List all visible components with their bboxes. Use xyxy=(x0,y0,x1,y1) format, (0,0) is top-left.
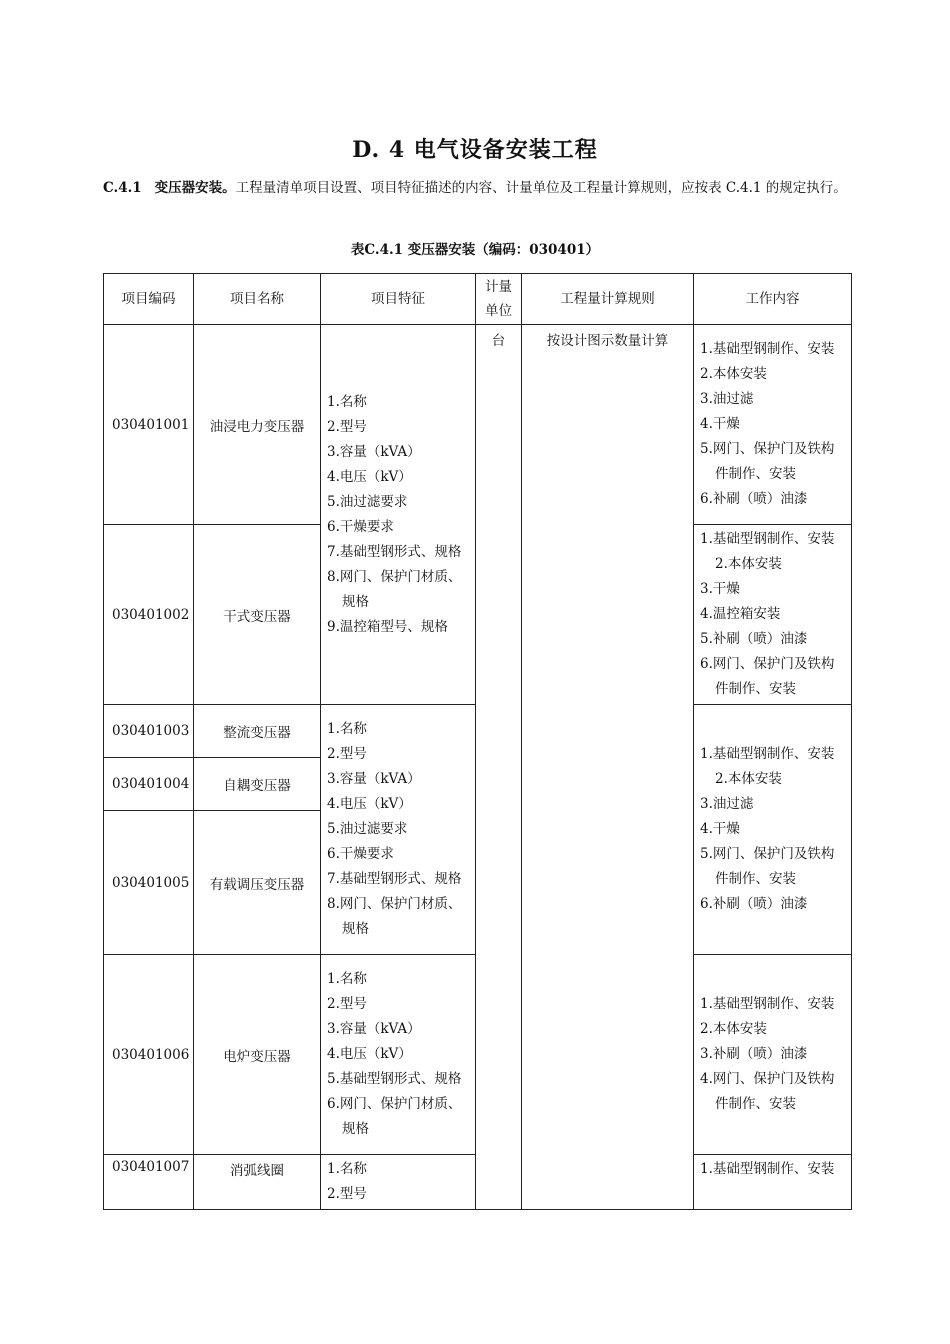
intro-paragraph xyxy=(103,176,851,201)
list-item: 2.型号 xyxy=(327,418,367,435)
item-code: 030401005 xyxy=(104,811,194,955)
list-item: 3.油过滤 xyxy=(700,796,754,812)
list-item: 4.干燥 xyxy=(700,416,740,432)
list-item: 7.基础型钢形式、规格 xyxy=(327,543,462,560)
list-item: 3.干燥 xyxy=(700,581,740,597)
list-item: 6.补刷（喷）油漆 xyxy=(700,896,808,912)
list-item: 5.网门、保护门及铁构件制作、安装 xyxy=(700,441,835,482)
features-cell xyxy=(321,1155,476,1210)
list-item: 2.型号 xyxy=(327,746,367,762)
table-row xyxy=(104,325,852,525)
work-cell xyxy=(694,525,852,705)
features-cell xyxy=(321,955,476,1155)
item-code: 030401002 xyxy=(104,525,194,705)
list-item: 5.油过滤要求 xyxy=(327,493,408,510)
section-number: C.4.1 xyxy=(103,180,142,196)
unit-cell: 台 xyxy=(476,325,522,1210)
work-cell xyxy=(694,955,852,1155)
list-item: 1.名称 xyxy=(327,971,367,987)
header-name: 项目名称 xyxy=(194,274,321,325)
list-item: 4.电压（kV） xyxy=(327,468,412,485)
item-name: 有载调压变压器 xyxy=(194,811,321,955)
list-item: 5.油过滤要求 xyxy=(327,821,408,837)
list-item: 7.基础型钢形式、规格 xyxy=(327,871,462,887)
list-item: 1.名称 xyxy=(327,1161,367,1177)
list-item: 3.油过滤 xyxy=(700,391,754,407)
rule-cell: 按设计图示数量计算 xyxy=(522,325,694,1210)
item-name: 电炉变压器 xyxy=(194,955,321,1155)
section-heading: 变压器安装。 xyxy=(154,180,236,196)
list-item: 1.基础型钢制作、安装2.本体安装 xyxy=(700,531,835,572)
list-item: 4.网门、保护门及铁构件制作、安装 xyxy=(700,1071,835,1112)
list-item: 6.网门、保护门材质、规格 xyxy=(327,1096,462,1137)
list-item: 4.温控箱安装 xyxy=(700,606,781,622)
list-item: 2.型号 xyxy=(327,1186,367,1202)
header-rule: 工程量计算规则 xyxy=(522,274,694,325)
features-cell xyxy=(321,325,476,705)
list-item: 4.干燥 xyxy=(700,821,740,837)
table-header-row xyxy=(104,274,852,325)
list-item: 1.名称 xyxy=(327,721,367,737)
list-item: 5.网门、保护门及铁构件制作、安装 xyxy=(700,846,835,887)
table-caption: 表C.4.1 变压器安装（编码：030401） xyxy=(350,242,600,258)
header-unit: 计量 单位 xyxy=(476,274,522,325)
work-cell xyxy=(694,1155,852,1210)
list-item: 2.型号 xyxy=(327,996,367,1012)
page-title: D. 4 电气设备安装工程 xyxy=(352,137,598,163)
list-item: 8.网门、保护门材质、规格 xyxy=(327,568,462,610)
item-name: 消弧线圈 xyxy=(194,1155,321,1210)
list-item: 8.网门、保护门材质、规格 xyxy=(327,896,462,937)
item-code: 030401006 xyxy=(104,955,194,1155)
list-item: 6.补刷（喷）油漆 xyxy=(700,491,808,507)
list-item: 4.电压（kV） xyxy=(327,1046,412,1062)
list-item: 1.基础型钢制作、安装 xyxy=(700,341,835,357)
list-item: 3.补刷（喷）油漆 xyxy=(700,1046,808,1062)
item-code: 030401004 xyxy=(104,758,194,811)
list-item: 1.基础型钢制作、安装 xyxy=(700,996,835,1012)
work-cell xyxy=(694,705,852,955)
item-code: 030401001 xyxy=(104,325,194,525)
item-name: 整流变压器 xyxy=(194,705,321,758)
list-item: 6.网门、保护门及铁构件制作、安装 xyxy=(700,656,835,697)
header-work: 工作内容 xyxy=(694,274,852,325)
item-name: 油浸电力变压器 xyxy=(194,325,321,525)
list-item: 2.本体安装 xyxy=(700,1021,767,1037)
list-item: 3.容量（kVA） xyxy=(327,443,421,460)
list-item: 3.容量（kVA） xyxy=(327,771,421,787)
item-code: 030401007 xyxy=(104,1155,194,1210)
section-text: 工程量清单项目设置、项目特征描述的内容、计量单位及工程量计算规则，应按表 C.4.1 的规定执行。 xyxy=(235,180,847,196)
list-item: 1.名称 xyxy=(327,393,367,410)
list-item: 6.干燥要求 xyxy=(327,518,394,535)
item-code: 030401003 xyxy=(104,705,194,758)
header-features: 项目特征 xyxy=(321,274,476,325)
work-cell xyxy=(694,325,852,525)
list-item: 1.基础型钢制作、安装 xyxy=(700,1161,835,1177)
list-item: 6.干燥要求 xyxy=(327,846,394,862)
features-cell xyxy=(321,705,476,955)
item-name: 自耦变压器 xyxy=(194,758,321,811)
list-item: 5.基础型钢形式、规格 xyxy=(327,1071,462,1087)
item-name: 干式变压器 xyxy=(194,525,321,705)
list-item: 2.本体安装 xyxy=(700,366,767,382)
list-item: 3.容量（kVA） xyxy=(327,1021,421,1037)
list-item: 5.补刷（喷）油漆 xyxy=(700,631,808,647)
list-item: 9.温控箱型号、规格 xyxy=(327,618,448,635)
transformer-table xyxy=(103,273,852,1210)
list-item: 4.电压（kV） xyxy=(327,796,412,812)
list-item: 1.基础型钢制作、安装2.本体安装 xyxy=(700,746,835,787)
header-code: 项目编码 xyxy=(104,274,194,325)
